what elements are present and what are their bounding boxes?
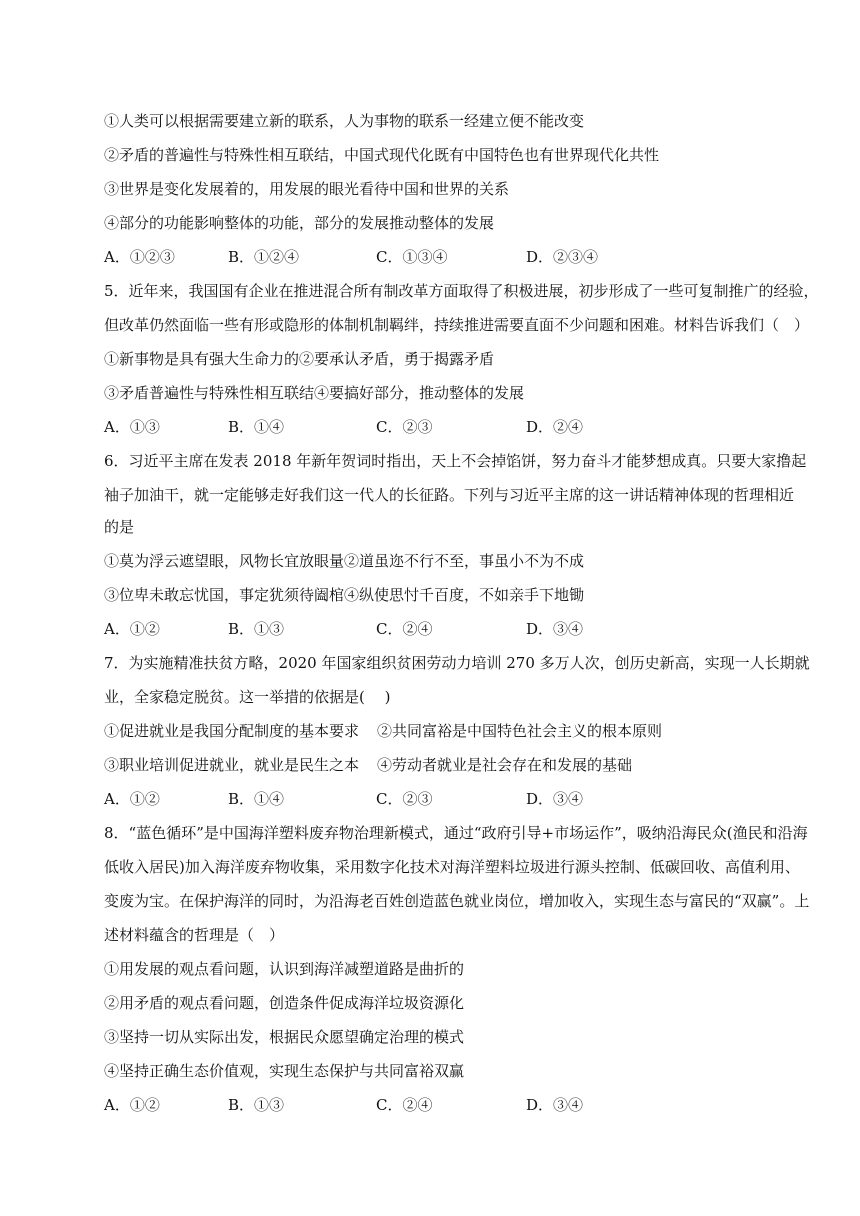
q7-options — [104, 789, 804, 809]
q4-option-b[interactable]: B．①②④ — [228, 248, 300, 266]
q4-option-d[interactable]: D．②③④ — [526, 248, 599, 266]
q6-statement-1: ①莫为浮云遮望眼，风物长宜放眼量②道虽迩不行不至，事虽小不为不成 — [104, 552, 585, 570]
q8-statement-4: ④坚持正确生态价值观，实现生态保护与共同富裕双赢 — [104, 1062, 465, 1080]
q6-stem-line-3: 的是 — [104, 518, 135, 536]
q8-statement-2: ②用矛盾的观点看问题，创造条件促成海洋垃圾资源化 — [104, 994, 465, 1012]
q8-option-b[interactable]: B．①③ — [228, 1096, 285, 1114]
q5-statement-2: ③矛盾普遍性与特殊性相互联结④要搞好部分，推动整体的发展 — [104, 384, 525, 402]
q8-stem-line-2: 低收入居民)加入海洋废弃物收集，采用数字化技术对海洋塑料垃圾进行源头控制、低碳回收、高值利用、 — [104, 858, 800, 876]
q4-option-c[interactable]: C．①③④ — [376, 248, 448, 266]
q8-option-d[interactable]: D．③④ — [526, 1096, 584, 1114]
q8-stem-line-3: 变废为宝。在保护海洋的同时，为沿海老百姓创造蓝色就业岗位，增加收入，实现生态与富民的“双赢”。上 — [104, 892, 810, 910]
q8-statement-3: ③坚持一切从实际出发，根据民众愿望确定治理的模式 — [104, 1028, 465, 1046]
q5-option-a[interactable]: A．①③ — [104, 418, 160, 436]
q7-stem-line-1: 7．为实施精准扶贫方略，2020 年国家组织贫困劳动力培训 270 多万人次，创历史新高，实现一人长期就 — [104, 654, 810, 672]
q7-statement-4: ④劳动者就业是社会存在和发展的基础 — [377, 756, 633, 774]
q4-options — [104, 247, 804, 267]
q8-option-c[interactable]: C．②④ — [376, 1096, 433, 1114]
q4-option-a[interactable]: A．①②③ — [104, 248, 175, 266]
q6-statement-2: ③位卑未敢忘忧国，事定犹须待阖棺④纵使思忖千百度，不如亲手下地锄 — [104, 586, 585, 604]
q8-option-a[interactable]: A．①② — [104, 1096, 160, 1114]
q7-option-d[interactable]: D．③④ — [526, 790, 584, 808]
q5-statement-1: ①新事物是具有强大生命力的②要承认矛盾，勇于揭露矛盾 — [104, 350, 495, 368]
q5-options — [104, 417, 804, 437]
q6-option-c[interactable]: C．②④ — [376, 620, 433, 638]
q6-stem-line-2: 袖子加油干，就一定能够走好我们这一代人的长征路。下列与习近平主席的这一讲话精神体现的哲理相近 — [104, 486, 795, 504]
q5-stem-line-1: 5．近年来，我国国有企业在推进混合所有制改革方面取得了积极进展，初步形成了一些可复制推广的经验， — [104, 282, 819, 300]
q7-statement-1: ①促进就业是我国分配制度的基本要求 — [104, 722, 360, 740]
q7-statement-row-2 — [104, 755, 632, 775]
q4-statement-2: ②矛盾的普遍性与特殊性相互联结，中国式现代化既有中国特色也有世界现代化共性 — [104, 146, 660, 164]
q7-option-b[interactable]: B．①④ — [228, 790, 285, 808]
q7-stem-line-2: 业，全家稳定脱贫。这一举措的依据是( ) — [104, 688, 391, 706]
q6-option-b[interactable]: B．①③ — [228, 620, 285, 638]
q6-option-a[interactable]: A．①② — [104, 620, 160, 638]
q8-stem-line-1: 8．“蓝色循环”是中国海洋塑料废弃物治理新模式，通过“政府引导+市场运作”，吸纳沿海民众(渔民和沿海 — [104, 824, 808, 842]
q5-option-d[interactable]: D．②④ — [526, 418, 584, 436]
q8-options — [104, 1095, 804, 1115]
q4-statement-1: ①人类可以根据需要建立新的联系，人为事物的联系一经建立便不能改变 — [104, 112, 585, 130]
q4-statement-3: ③世界是变化发展着的，用发展的眼光看待中国和世界的关系 — [104, 180, 510, 198]
q7-option-a[interactable]: A．①② — [104, 790, 160, 808]
q7-option-c[interactable]: C．②③ — [376, 790, 433, 808]
q7-statement-row-1 — [104, 721, 662, 741]
q5-stem-line-2: 但改革仍然面临一些有形或隐形的体制机制羁绊，持续推进需要直面不少问题和困难。材料告诉我们（ ） — [104, 316, 810, 334]
q6-options — [104, 619, 804, 639]
q4-statement-4: ④部分的功能影响整体的功能，部分的发展推动整体的发展 — [104, 214, 495, 232]
q6-option-d[interactable]: D．③④ — [526, 620, 584, 638]
q5-option-b[interactable]: B．①④ — [228, 418, 285, 436]
q7-statement-2: ②共同富裕是中国特色社会主义的根本原则 — [377, 722, 663, 740]
q5-option-c[interactable]: C．②③ — [376, 418, 433, 436]
q6-stem-line-1: 6．习近平主席在发表 2018 年新年贺词时指出，天上不会掉馅饼，努力奋斗才能梦想成真。只要大家撸起 — [104, 452, 807, 470]
q8-statement-1: ①用发展的观点看问题，认识到海洋减塑道路是曲折的 — [104, 960, 465, 978]
q7-statement-3: ③职业培训促进就业，就业是民生之本 — [104, 756, 360, 774]
q8-stem-line-4: 述材料蕴含的哲理是（ ） — [104, 926, 285, 944]
